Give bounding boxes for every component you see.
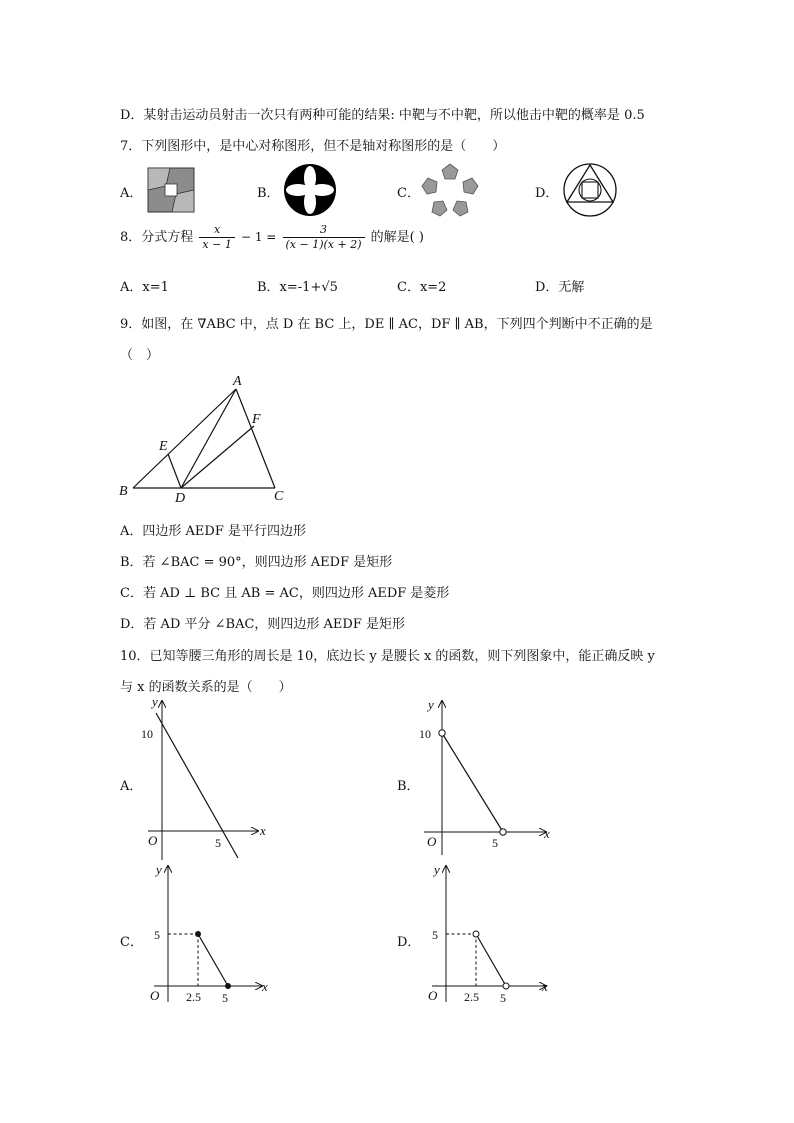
tick-5: 5	[492, 836, 498, 850]
q7-label-c: C．	[397, 186, 420, 201]
q8-frac2-num: 3	[283, 223, 365, 238]
label-e: E	[159, 439, 168, 454]
q9-option-b: B．若 ∠BAC = 90°，则四边形 AEDF 是矩形	[120, 555, 393, 570]
tick-5-y: 5	[154, 928, 160, 942]
q10-graph-a	[140, 695, 280, 865]
tick-2-5: 2.5	[464, 990, 479, 1004]
q10-graph-b	[416, 695, 556, 865]
origin: O	[150, 988, 160, 1003]
tick-5-y: 5	[432, 928, 438, 942]
tick-10: 10	[419, 727, 431, 741]
label-a: A	[233, 374, 242, 389]
q8-frac1-num: x	[199, 223, 234, 238]
q8-prefix: 8．分式方程	[120, 230, 194, 245]
q7-figure-d-circle-triangle	[562, 162, 618, 218]
q8-option-a: A．x=1	[120, 280, 169, 295]
q7-label-b: B．	[257, 186, 280, 201]
q8-frac1-den: x − 1	[202, 238, 232, 251]
tick-5-x: 5	[500, 991, 506, 1005]
q8-middle: − 1 =	[240, 230, 277, 244]
q7-figure-a-pinwheel	[146, 166, 196, 214]
label-b: B	[119, 484, 128, 499]
q7-figure-c-pentagons	[420, 162, 480, 218]
q10-label-d: D．	[397, 935, 421, 950]
tick-10: 10	[141, 727, 153, 741]
q7-figure-b-clover	[282, 162, 338, 218]
axis-y: y	[152, 695, 158, 709]
q7-stem: 7．下列图形中，是中心对称图形，但不是轴对称图形的是（ ）	[120, 139, 506, 154]
q10-graph-c	[146, 860, 276, 1010]
q10-label-c: C．	[120, 935, 143, 950]
q10-stem-line1: 10．已知等腰三角形的周长是 10，底边长 y 是腰长 x 的函数，则下列图象中，能正确反映 y	[120, 649, 655, 664]
tick-5: 5	[215, 836, 221, 850]
label-c: C	[274, 489, 284, 504]
segment-de	[168, 454, 181, 488]
q10-graph-d	[424, 860, 554, 1010]
axis-y: y	[434, 862, 440, 877]
q10-stem-line2: 与 x 的函数关系的是（ ）	[120, 680, 292, 695]
segment-ab	[133, 389, 236, 488]
q7-label-d: D．	[535, 186, 559, 201]
segment-df	[181, 426, 254, 488]
origin: O	[148, 833, 158, 848]
q8-option-d: D．无解	[535, 280, 585, 295]
tick-2-5: 2.5	[186, 990, 201, 1004]
origin: O	[428, 988, 438, 1003]
tick-5-x: 5	[222, 991, 228, 1005]
axis-x: x	[542, 979, 548, 994]
segment-ad	[181, 389, 236, 488]
q9-triangle-figure	[115, 368, 295, 508]
q8-fraction-right	[283, 223, 365, 252]
q8-suffix: 的解是( )	[370, 230, 424, 245]
axis-x: x	[262, 979, 268, 994]
q9-option-c: C．若 AD ⊥ BC 且 AB = AC，则四边形 AEDF 是菱形	[120, 586, 450, 601]
axis-x: x	[260, 823, 266, 838]
origin: O	[427, 834, 437, 849]
axis-y: y	[428, 697, 434, 712]
axis-y: y	[156, 862, 162, 877]
q8-option-b: B．x=-1+√5	[257, 280, 338, 295]
q9-stem-line1: 9．如图，在 ∇ABC 中，点 D 在 BC 上，DE ∥ AC，DF ∥ AB，下列四个判断中不正确的是	[120, 317, 653, 332]
q9-option-d: D．若 AD 平分 ∠BAC，则四边形 AEDF 是矩形	[120, 617, 405, 632]
q9-stem-line2: （ ）	[120, 348, 160, 363]
q8-stem	[120, 223, 424, 252]
q8-fraction-left	[199, 223, 234, 252]
q8-option-c: C．x=2	[397, 280, 447, 295]
label-d: D	[175, 491, 186, 506]
q9-option-a: A．四边形 AEDF 是平行四边形	[120, 524, 306, 539]
axis-x: x	[544, 826, 550, 841]
q6-option-d: D．某射击运动员射击一次只有两种可能的结果: 中靶与不中靶，所以他击中靶的概率是 0.5	[120, 108, 645, 123]
q10-label-a: A．	[120, 779, 143, 794]
q8-frac2-den: (x − 1)(x + 2)	[285, 238, 362, 251]
label-f: F	[252, 412, 261, 427]
q7-label-a: A．	[120, 186, 143, 201]
q10-label-b: B．	[397, 779, 420, 794]
segment-ac	[236, 389, 275, 488]
